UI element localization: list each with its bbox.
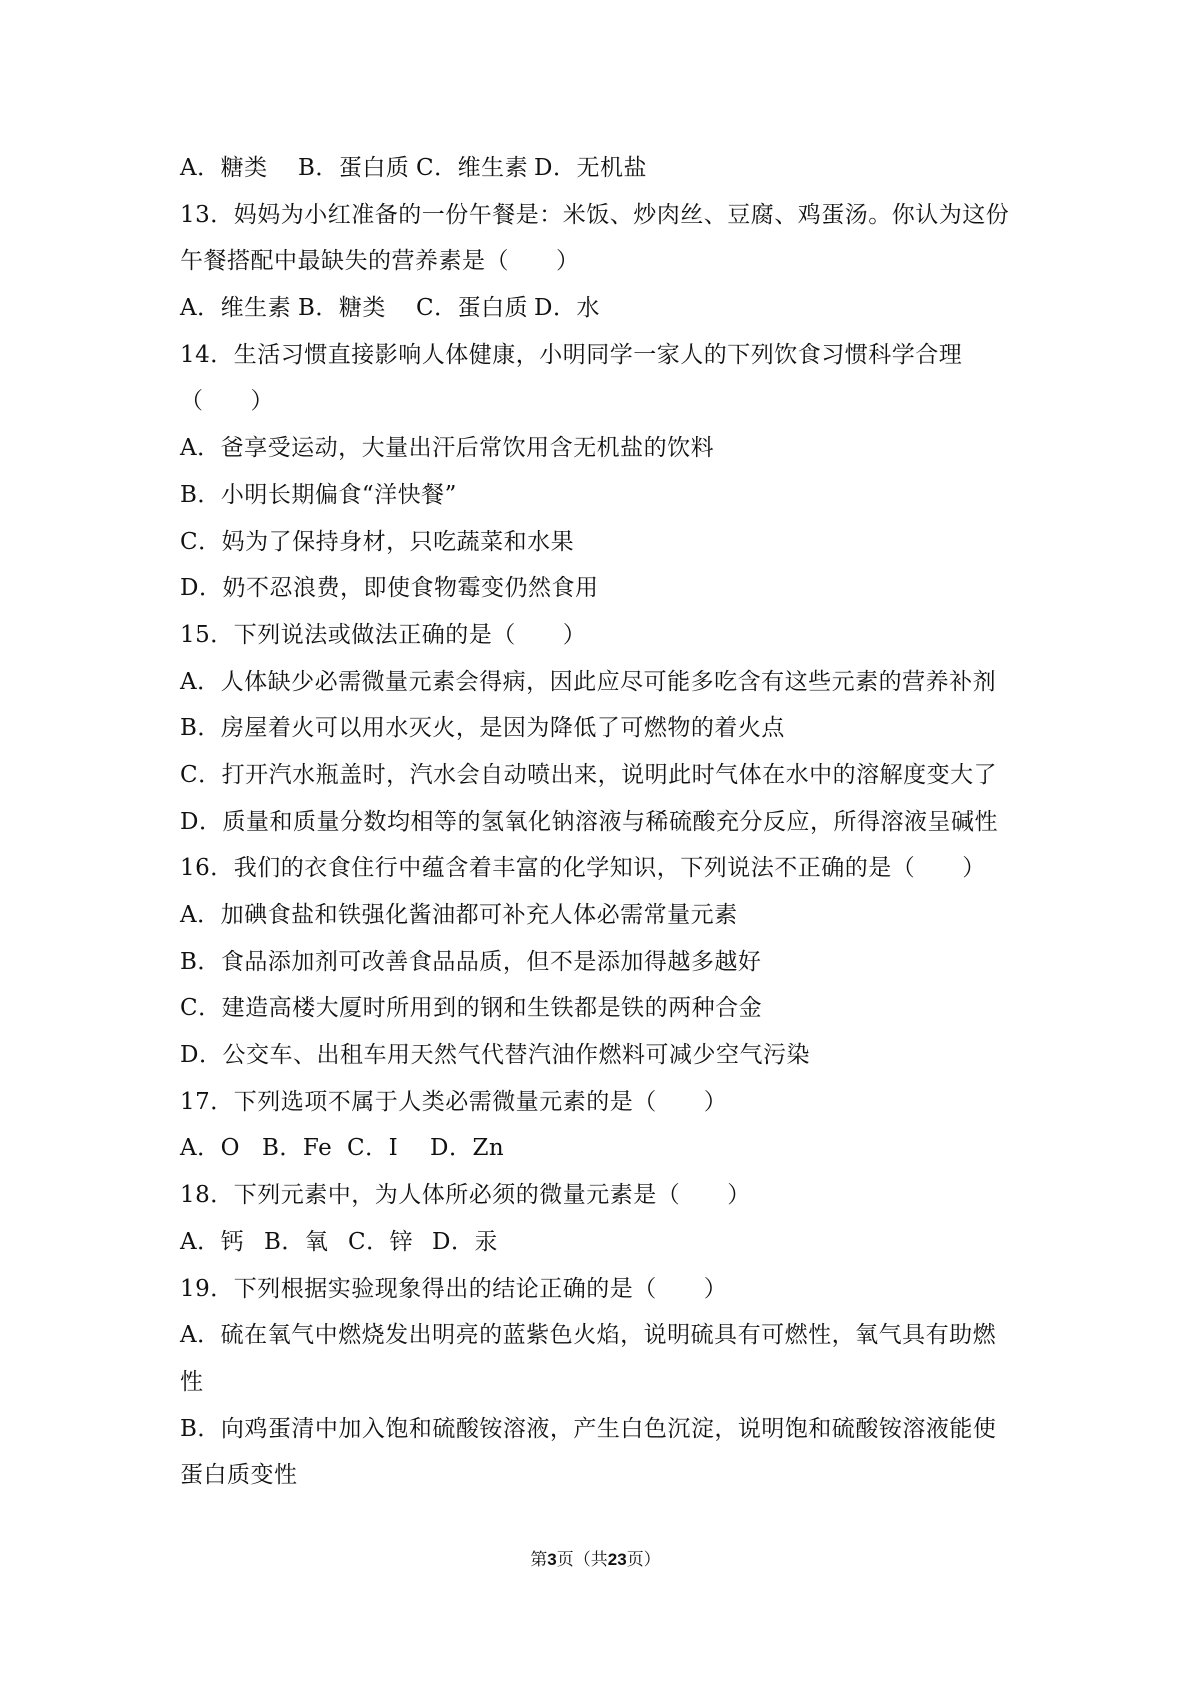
question-14-continued: （ ）: [180, 388, 274, 415]
option-a: A．糖类: [180, 155, 268, 181]
footer-prefix: 第: [530, 1550, 548, 1570]
option-c: C．I: [347, 1135, 399, 1162]
total-pages: 23: [607, 1550, 627, 1569]
option-a: A．维生素: [180, 295, 292, 322]
option-b: B．氧: [264, 1228, 329, 1255]
option-a: A．钙: [180, 1228, 245, 1255]
option-c: C．建造高楼大厦时所用到的钢和生铁都是铁的两种合金: [180, 995, 763, 1022]
question-15: 15．下列说法或做法正确的是（ ）: [180, 621, 587, 648]
option-c: C．维生素: [416, 155, 529, 181]
option-a-continued: 性: [180, 1368, 204, 1395]
option-a: A．O: [180, 1135, 240, 1162]
footer-suffix: 页）: [626, 1550, 661, 1570]
option-d: D．公交车、出租车用天然气代替汽油作燃料可减少空气污染: [180, 1042, 810, 1069]
option-d: D．奶不忍浪费，即使食物霉变仍然食用: [180, 575, 599, 602]
option-c: C．妈为了保持身材，只吃蔬菜和水果: [180, 528, 575, 555]
question-content: [180, 145, 1020, 1499]
question-16: 16．我们的衣食住行中蕴含着丰富的化学知识，下列说法不正确的是（ ）: [180, 855, 986, 882]
option-b: B．食品添加剂可改善食品品质，但不是添加得越多越好: [180, 948, 762, 975]
options-row-17: [180, 1125, 1020, 1172]
option-d: D．水: [534, 295, 600, 322]
option-b: B．Fe: [262, 1135, 333, 1162]
option-b: B．向鸡蛋清中加入饱和硫酸铵溶液，产生白色沉淀，说明饱和硫酸铵溶液能使: [180, 1415, 997, 1442]
option-c: C．蛋白质: [416, 295, 529, 322]
option-d: D．汞: [432, 1228, 498, 1255]
option-b-continued: 蛋白质变性: [180, 1462, 298, 1489]
page-number: 3: [547, 1550, 557, 1569]
options-row-18: [180, 1219, 1020, 1266]
options-row-13: [180, 285, 1020, 332]
option-a: A．加碘食盐和铁强化酱油都可补充人体必需常量元素: [180, 902, 738, 928]
option-b: B．小明长期偏食“洋快餐”: [180, 481, 457, 508]
question-13-continued: 午餐搭配中最缺失的营养素是（ ）: [180, 248, 580, 275]
option-a: A．爸享受运动，大量出汗后常饮用含无机盐的饮料: [180, 435, 715, 462]
question-18: 18．下列元素中，为人体所必须的微量元素是（ ）: [180, 1182, 751, 1209]
question-14: 14．生活习惯直接影响人体健康，小明同学一家人的下列饮食习惯科学合理: [180, 341, 963, 368]
option-a: A．人体缺少必需微量元素会得病，因此应尽可能多吃含有这些元素的营养补剂: [180, 668, 997, 695]
option-d: D．无机盐: [534, 155, 647, 181]
question-17: 17．下列选项不属于人类必需微量元素的是（ ）: [180, 1088, 728, 1115]
options-row-12: [180, 145, 1020, 192]
option-a: A．硫在氧气中燃烧发出明亮的蓝紫色火焰，说明硫具有可燃性，氧气具有助燃: [180, 1322, 997, 1349]
option-b: B．蛋白质: [298, 155, 410, 181]
page-footer: [0, 1545, 1191, 1570]
option-d: D．Zn: [430, 1135, 505, 1162]
footer-middle: 页（共: [556, 1550, 608, 1570]
question-19: 19．下列根据实验现象得出的结论正确的是（ ）: [180, 1275, 728, 1302]
option-b: B．糖类: [298, 295, 386, 322]
option-c: C．打开汽水瓶盖时，汽水会自动喷出来，说明此时气体在水中的溶解度变大了: [180, 761, 998, 788]
option-d: D．质量和质量分数均相等的氢氧化钠溶液与稀硫酸充分反应，所得溶液呈碱性: [180, 808, 998, 835]
question-13: 13．妈妈为小红准备的一份午餐是：米饭、炒肉丝、豆腐、鸡蛋汤。你认为这份: [180, 201, 1010, 228]
option-b: B．房屋着火可以用水灭火，是因为降低了可燃物的着火点: [180, 715, 785, 742]
option-c: C．锌: [348, 1228, 414, 1255]
